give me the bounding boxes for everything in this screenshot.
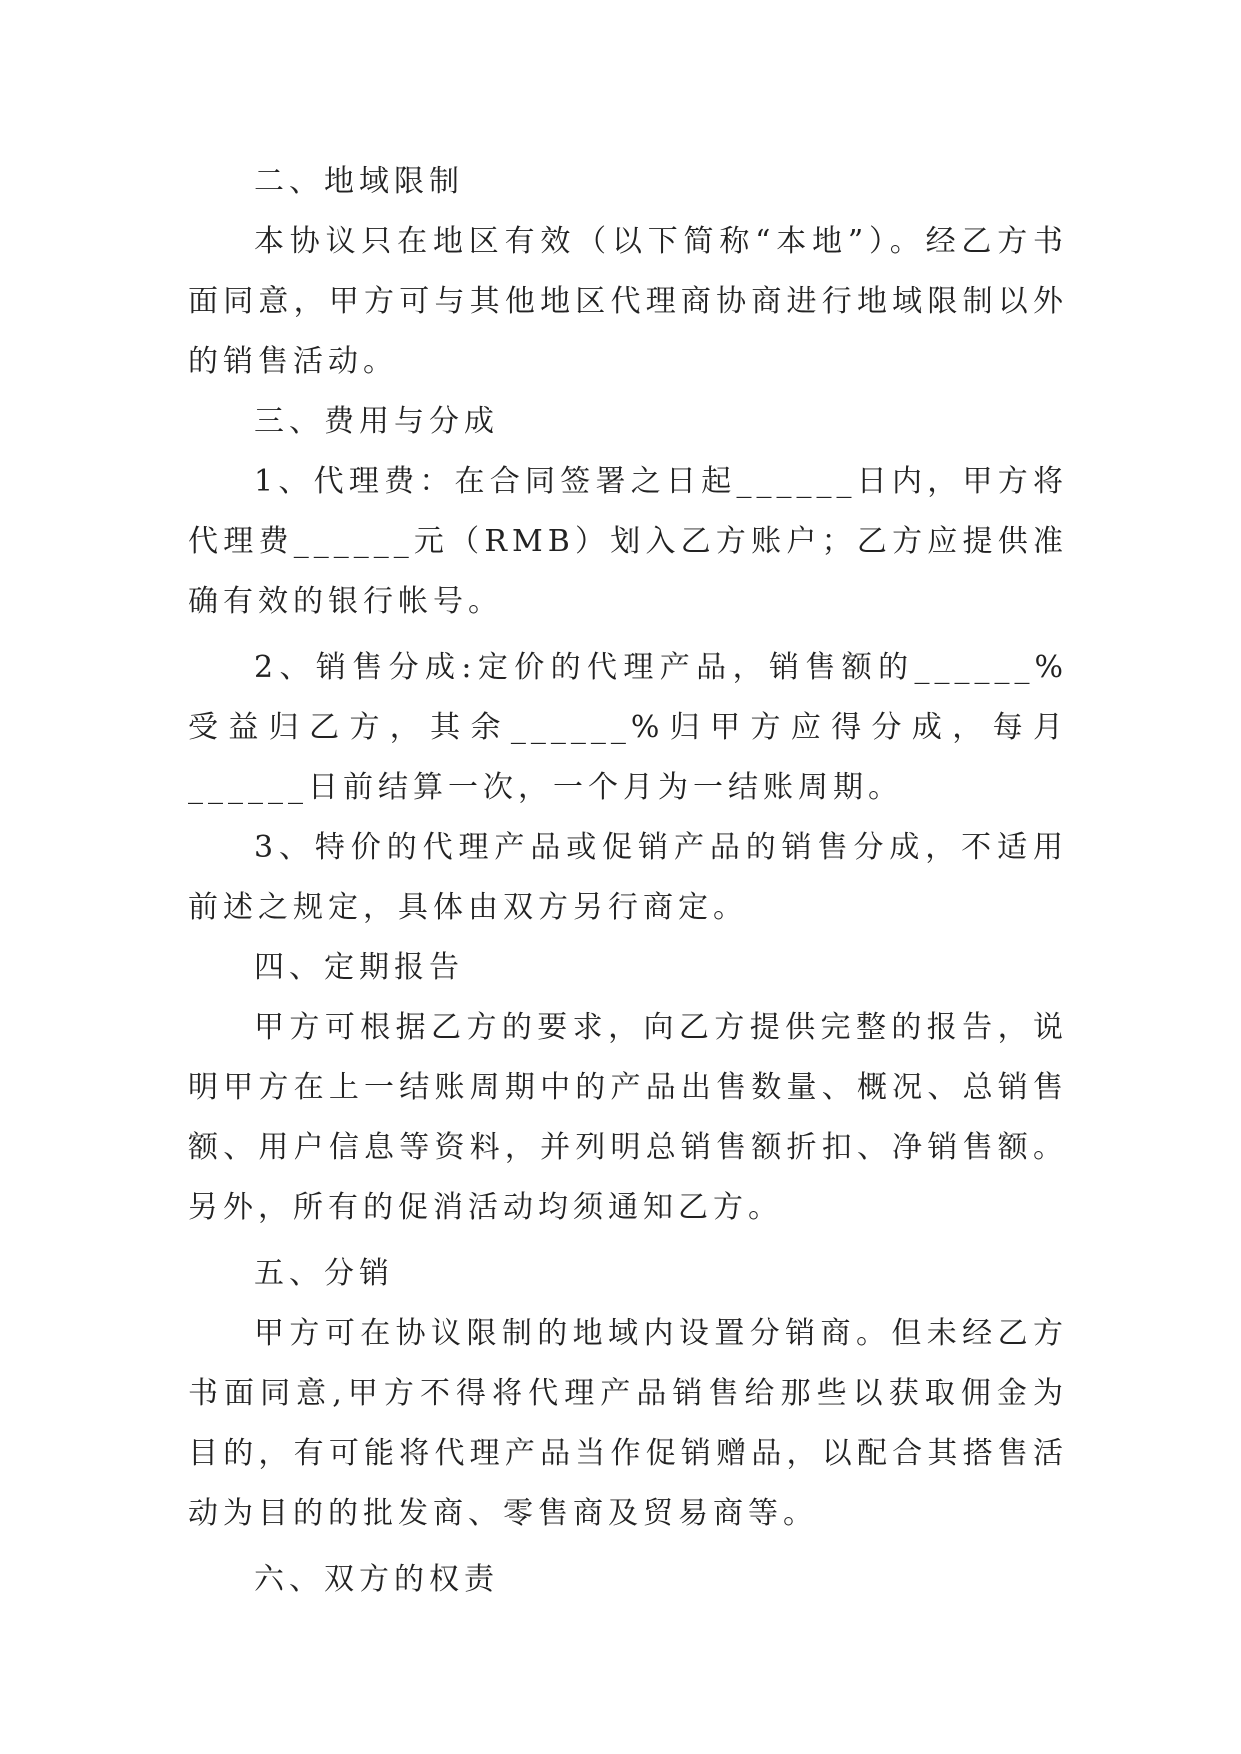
section-heading-reports: 四、定期报告	[254, 950, 464, 985]
paragraph-agency-fee: 1、代理费：在合同签署之日起______日内，甲方将代理费______元（RMB）划入乙方账户；乙方应提供准确有效的银行帐号。	[188, 464, 1068, 619]
paragraph-distribution: 甲方可在协议限制的地域内设置分销商。但未经乙方书面同意,甲方不得将代理产品销售给那些以获取佣金为目的，有可能将代理产品当作促销赠品，以配合其搭售活动为目的的批发商、零售商及贸易商等。	[188, 1316, 1068, 1531]
document-body	[188, 152, 1068, 1610]
section-heading-region: 二、地域限制	[254, 164, 464, 199]
paragraph-special-price: 3、特价的代理产品或促销产品的销售分成，不适用前述之规定，具体由双方另行商定。	[188, 830, 1068, 925]
section-heading-fees: 三、费用与分成	[254, 404, 499, 439]
paragraph-periodic-report: 甲方可根据乙方的要求，向乙方提供完整的报告，说明甲方在上一结账周期中的产品出售数量、概况、总销售额、用户信息等资料，并列明总销售额折扣、净销售额。另外，所有的促消活动均须通知乙方。	[188, 1010, 1068, 1225]
section-heading-rights: 六、双方的权责	[254, 1562, 499, 1597]
paragraph-region-scope: 本协议只在地区有效（以下简称“本地”）。经乙方书面同意，甲方可与其他地区代理商协商进行地域限制以外的销售活动。	[188, 224, 1068, 379]
section-heading-distribution: 五、分销	[254, 1256, 394, 1291]
paragraph-sales-share: 2、销售分成:定价的代理产品，销售额的______%受益归乙方，其余______%归甲方应得分成，每月______日前结算一次，一个月为一结账周期。	[188, 650, 1068, 805]
